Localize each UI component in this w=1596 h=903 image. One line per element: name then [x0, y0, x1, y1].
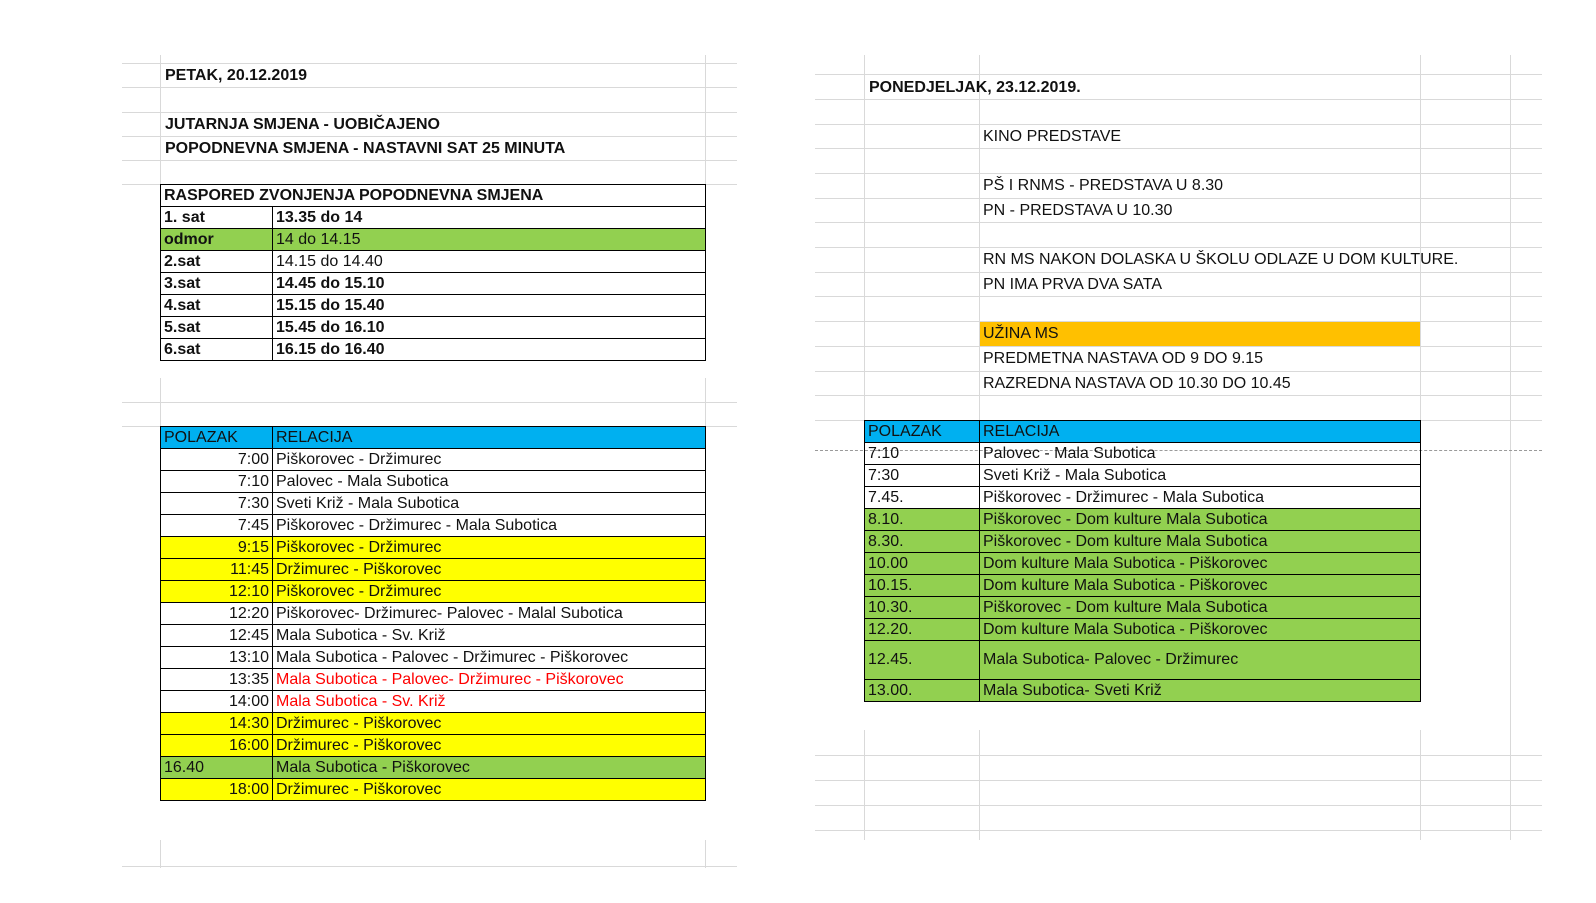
dep-route: Držimurec - Piškorovec — [273, 735, 706, 757]
table-row — [161, 625, 706, 647]
table-row — [865, 575, 1421, 597]
pn-line: PN - PREDSTAVA U 10.30 — [983, 202, 1173, 219]
table-row — [161, 559, 706, 581]
bell-label: 3.sat — [161, 273, 273, 295]
bell-label: 5.sat — [161, 317, 273, 339]
bell-row-break — [161, 229, 706, 251]
right-departures-table — [864, 420, 1421, 702]
bell-label: 2.sat — [161, 251, 273, 273]
dep-route: Piškorovec - Dom kulture Mala Subotica — [980, 531, 1421, 553]
ps-line: PŠ I RNMS - PREDSTAVA U 8.30 — [983, 177, 1224, 194]
right-departures-header — [865, 421, 1421, 443]
dep-route: Dom kulture Mala Subotica - Piškorovec — [980, 575, 1421, 597]
uzina-label: UŽINA MS — [980, 322, 1420, 346]
dep-time: 7:10 — [865, 443, 980, 465]
right-date: PONEDJELJAK, 23.12.2019. — [869, 79, 1081, 96]
table-row — [161, 669, 706, 691]
bell-row — [161, 251, 706, 273]
bell-time: 14 do 14.15 — [273, 229, 706, 251]
table-row — [161, 471, 706, 493]
dep-route: Držimurec - Piškorovec — [273, 559, 706, 581]
dep-time: 13:10 — [161, 647, 273, 669]
dep-time: 7:10 — [161, 471, 273, 493]
razredna-line: RAZREDNA NASTAVA OD 10.30 DO 10.45 — [983, 375, 1291, 392]
dep-route: Mala Subotica - Palovec - Držimurec - Piškorovec — [273, 647, 706, 669]
table-row — [161, 449, 706, 471]
table-row — [865, 465, 1421, 487]
dep-time: 12.20. — [865, 619, 980, 641]
left-morning-shift: JUTARNJA SMJENA - UOBIČAJENO — [165, 116, 440, 133]
bell-label: 4.sat — [161, 295, 273, 317]
table-row — [161, 735, 706, 757]
dep-time: 8.30. — [865, 531, 980, 553]
dep-route: Dom kulture Mala Subotica - Piškorovec — [980, 619, 1421, 641]
bell-time: 13.35 do 14 — [273, 207, 706, 229]
kino-label: KINO PREDSTAVE — [983, 128, 1122, 145]
dep-time: 10.00 — [865, 553, 980, 575]
table-row — [161, 603, 706, 625]
bell-label: odmor — [161, 229, 273, 251]
bell-row — [161, 295, 706, 317]
dep-route: Piškorovec - Dom kulture Mala Subotica — [980, 597, 1421, 619]
table-row — [161, 779, 706, 801]
left-departures-header — [161, 427, 706, 449]
dep-time: 12.45. — [865, 641, 980, 680]
bell-schedule-table — [160, 184, 706, 361]
dep-time: 7:30 — [161, 493, 273, 515]
table-row — [161, 581, 706, 603]
dep-time: 12:45 — [161, 625, 273, 647]
dep-route: Piškorovec - Dom kulture Mala Subotica — [980, 509, 1421, 531]
table-row — [161, 493, 706, 515]
dep-route: Mala Subotica- Palovec - Držimurec — [980, 641, 1421, 680]
dep-time: 7:45 — [161, 515, 273, 537]
rn-line: RN MS NAKON DOLASKA U ŠKOLU ODLAZE U DOM KULTURE. — [983, 251, 1459, 268]
dep-route: Držimurec - Piškorovec — [273, 713, 706, 735]
col-relacija: RELACIJA — [980, 421, 1421, 443]
bell-row — [161, 273, 706, 295]
left-date: PETAK, 20.12.2019 — [165, 67, 308, 84]
dep-route: Mala Subotica - Sv. Križ — [273, 691, 706, 713]
dep-route: Piškorovec - Držimurec — [273, 581, 706, 603]
bell-label: 6.sat — [161, 339, 273, 361]
dep-time: 16:00 — [161, 735, 273, 757]
dep-time: 12:10 — [161, 581, 273, 603]
bell-row — [161, 317, 706, 339]
dep-route: Mala Subotica - Sv. Križ — [273, 625, 706, 647]
col-polazak: POLAZAK — [161, 427, 273, 449]
dep-time: 11:45 — [161, 559, 273, 581]
dep-time: 7.45. — [865, 487, 980, 509]
table-row — [865, 487, 1421, 509]
dep-time: 10.15. — [865, 575, 980, 597]
dep-route: Palovec - Mala Subotica — [980, 443, 1421, 465]
bell-row — [161, 339, 706, 361]
table-row — [865, 680, 1421, 702]
table-row — [161, 647, 706, 669]
dep-route: Palovec - Mala Subotica — [273, 471, 706, 493]
bell-time: 16.15 do 16.40 — [273, 339, 706, 361]
dep-time: 18:00 — [161, 779, 273, 801]
dep-route: Piškorovec - Držimurec — [273, 449, 706, 471]
bell-title: RASPORED ZVONJENJA POPODNEVNA SMJENA — [161, 185, 706, 207]
dep-route: Piškorovec - Držimurec - Mala Subotica — [980, 487, 1421, 509]
dep-route: Sveti Križ - Mala Subotica — [980, 465, 1421, 487]
table-row — [865, 443, 1421, 465]
dep-time: 10.30. — [865, 597, 980, 619]
predmetna-line: PREDMETNA NASTAVA OD 9 DO 9.15 — [983, 350, 1264, 367]
dep-route: Držimurec - Piškorovec — [273, 779, 706, 801]
dep-route: Sveti Križ - Mala Subotica — [273, 493, 706, 515]
bell-label: 1. sat — [161, 207, 273, 229]
col-relacija: RELACIJA — [273, 427, 706, 449]
dep-time: 7:30 — [865, 465, 980, 487]
dep-route: Piškorovec- Držimurec- Palovec - Malal Subotica — [273, 603, 706, 625]
dep-time: 13.00. — [865, 680, 980, 702]
dep-route: Mala Subotica - Palovec- Držimurec - Piškorovec — [273, 669, 706, 691]
dep-time: 7:00 — [161, 449, 273, 471]
table-row — [161, 515, 706, 537]
dep-route: Piškorovec - Držimurec - Mala Subotica — [273, 515, 706, 537]
pn2-line: PN IMA PRVA DVA SATA — [983, 276, 1163, 293]
dep-time: 9:15 — [161, 537, 273, 559]
table-row — [161, 537, 706, 559]
table-row — [865, 597, 1421, 619]
dep-time: 14:00 — [161, 691, 273, 713]
dep-route: Mala Subotica- Sveti Križ — [980, 680, 1421, 702]
table-row-tall — [865, 641, 1421, 680]
table-row — [161, 691, 706, 713]
dep-route: Dom kulture Mala Subotica - Piškorovec — [980, 553, 1421, 575]
bell-time: 15.15 do 15.40 — [273, 295, 706, 317]
dep-time: 8.10. — [865, 509, 980, 531]
bell-title-row — [161, 185, 706, 207]
bell-time: 15.45 do 16.10 — [273, 317, 706, 339]
dep-route: Mala Subotica - Piškorovec — [273, 757, 706, 779]
table-row — [161, 713, 706, 735]
dep-time: 13:35 — [161, 669, 273, 691]
bell-time: 14.15 do 14.40 — [273, 251, 706, 273]
table-row — [865, 509, 1421, 531]
table-row — [865, 619, 1421, 641]
table-row — [865, 531, 1421, 553]
bell-row — [161, 207, 706, 229]
left-afternoon-shift: POPODNEVNA SMJENA - NASTAVNI SAT 25 MINUTA — [165, 140, 566, 157]
bell-time: 14.45 do 15.10 — [273, 273, 706, 295]
left-departures-table — [160, 426, 706, 801]
dep-route: Piškorovec - Držimurec — [273, 537, 706, 559]
table-row — [161, 757, 706, 779]
dep-time: 12:20 — [161, 603, 273, 625]
table-row — [865, 553, 1421, 575]
dep-time: 14:30 — [161, 713, 273, 735]
dep-time: 16.40 — [161, 757, 273, 779]
col-polazak: POLAZAK — [865, 421, 980, 443]
